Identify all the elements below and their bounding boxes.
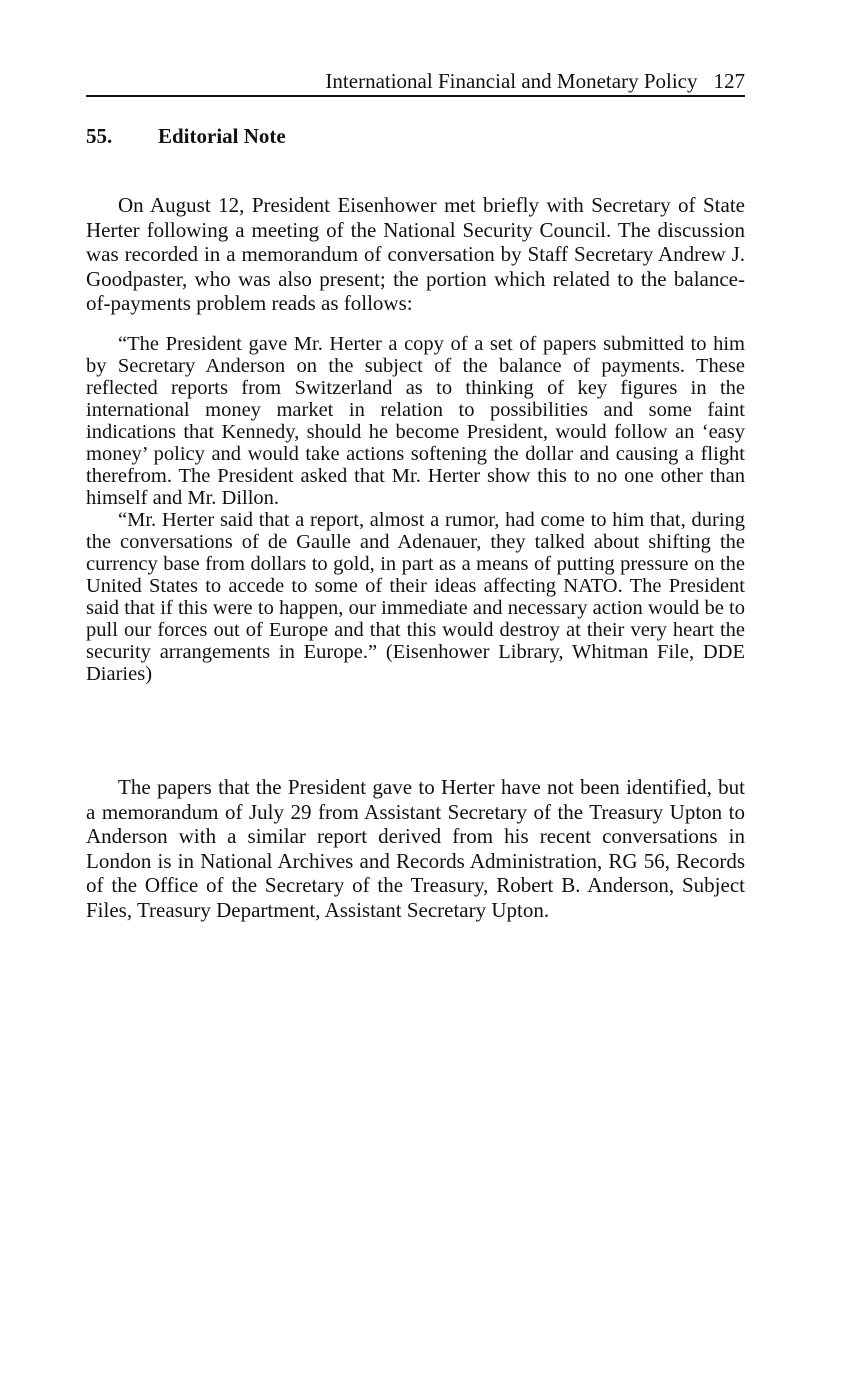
intro-paragraph: On August 12, President Eisenhower met briefly with Secretary of State Herter following a meeting of the National Security Council. The discussion was recorded in a memorandum of conversation by Staff Secretary Andrew J. Goodpaster, who was also present; the portion which related to the balance-of-payments problem reads as follows: — [86, 193, 745, 315]
running-title: International Financial and Monetary Policy — [325, 69, 698, 93]
item-title: Editorial Note — [158, 124, 286, 148]
closing-paragraph: The papers that the President gave to Herter have not been identified, but a memorandum of July 29 from Assistant Secretary of the Treasury Upton to Anderson with a similar report derived from his recent conversations in London is in National Archives and Records Administration, RG 56, Records of the Office of the Secretary of the Treasury, Robert B. Anderson, Subject Files, Treasury Department, Assistant Secretary Upton. — [86, 775, 745, 922]
section-heading — [86, 122, 745, 150]
quote-paragraph-1: “The President gave Mr. Herter a copy of a set of papers submitted to him by Secretary Anderson on the subject of the balance of payments. These reflected reports from Switzerland as to thinking of key figures in the international money market in relation to possibilities and some faint indications that Kennedy, should he become President, would follow an ‘easy money’ policy and would take actions softening the dollar and causing a flight therefrom. The President asked that Mr. Herter show this to no one other than himself and Mr. Dillon. — [86, 333, 745, 509]
item-number: 55. — [86, 124, 113, 148]
memorandum-quotation — [86, 333, 745, 685]
page-number: 127 — [713, 69, 745, 93]
quote-paragraph-2: “Mr. Herter said that a report, almost a rumor, had come to him that, during the conversations of de Gaulle and Adenauer, they talked about shifting the currency base from dollars to gold, in part as a means of putting pressure on the United States to accede to some of their ideas affecting NATO. The President said that if this were to happen, our immediate and necessary action would be to pull our forces out of Europe and that this would destroy at their very heart the security arrangements in Europe.” (Eisenhower Library, Whitman File, DDE Diaries) — [86, 509, 745, 685]
running-header — [86, 68, 745, 97]
